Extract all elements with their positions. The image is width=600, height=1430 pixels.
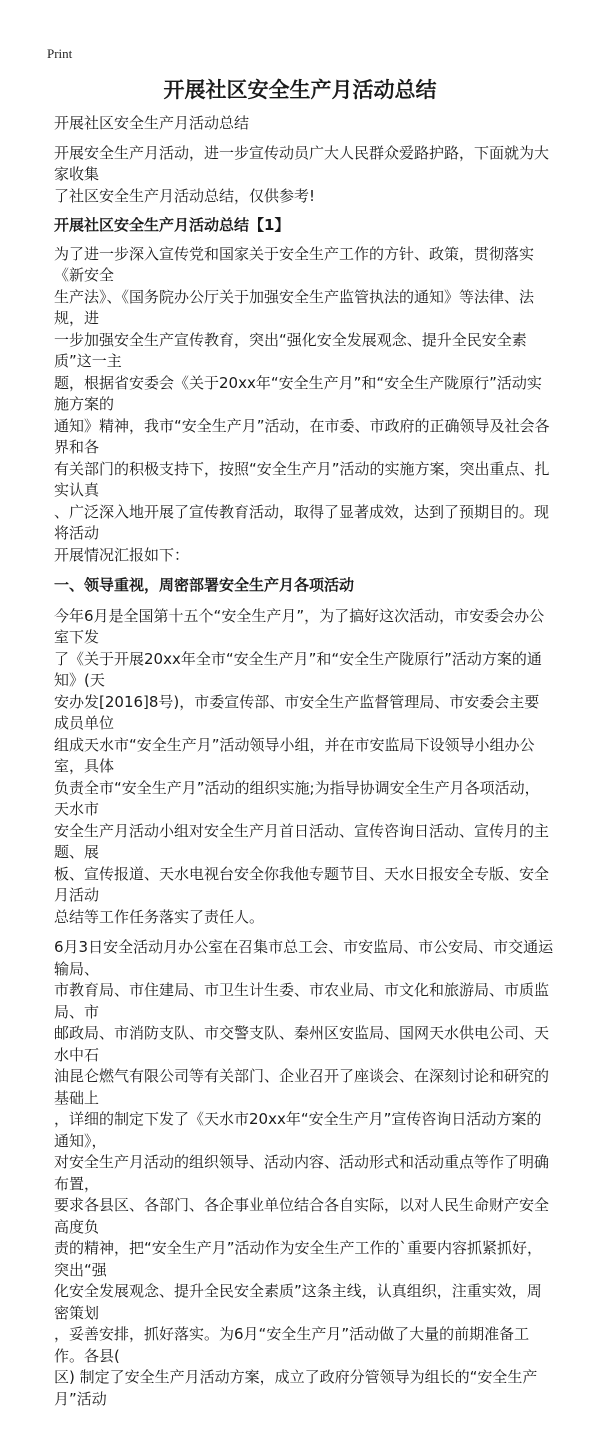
print-label: Print [47,46,73,61]
text-line: 油昆仑燃气有限公司等有关部门、企业召开了座谈会、在深刻讨论和研究的基础上 [54,1067,550,1107]
text-line: 化安全发展观念、提升全民安全素质”这条主线，认真组织，注重实效，周密策划 [54,1282,542,1322]
text-line: 生产法》、《国务院办公厅关于加强安全生产监管执法的通知》等法律、法规，进 [54,287,535,327]
text-line: ，妥善安排，抓好落实。为6月“安全生产月”活动做了大量的前期准备工作。各县( [54,1325,530,1365]
text-line: 负责全市“安全生产月”活动的组织实施;为指导协调安全生产月各项活动，天水市 [54,778,540,818]
text-line: 了社区安全生产月活动总结，仅供参考! [54,186,316,205]
intro-paragraph [54,143,554,208]
paragraph-1 [54,244,554,567]
section-heading-2 [54,575,554,597]
text-line: 今年6月是全国第十五个“安全生产月”，为了搞好这次活动，市安委会办公室下发 [54,606,545,646]
heading-text: 一、领导重视，周密部署安全生产月各项活动 [54,576,355,594]
paragraph-3 [54,937,554,1410]
text-line: 一步加强安全生产宣传教育，突出“强化安全发展观念、提升全民安全素质”这一主 [54,330,527,370]
text-line: 对安全生产月活动的组织领导、活动内容、活动形式和活动重点等作了明确布置， [54,1153,550,1193]
text-line: 安全生产月活动小组对安全生产月首日活动、宣传咨询日活动、宣传月的主题、展 [54,821,550,861]
text-line: 邮政局、市消防支队、市交警支队、秦州区安监局、国网天水供电公司、天水中石 [54,1024,550,1064]
text-line: 要求各县区、各部门、各企事业单位结合各自实际，以对人民生命财产安全高度负 [54,1196,550,1236]
text-line: 板、宣传报道、天水电视台安全你我他专题节目、天水日报安全专版、安全月活动 [54,864,550,904]
subtitle [54,113,554,135]
paragraph-2 [54,606,554,929]
text-line: 、广泛深入地开展了宣传教育活动，取得了显著成效，达到了预期目的。现将活动 [54,502,550,542]
text-line: 安办发[2016]8号)，市委宣传部、市安全生产监督管理局、市安委会主要成员单位 [54,692,540,732]
text-line: 了《关于开展20xx年全市“安全生产月”和“安全生产陇原行”活动方案的通知》(天 [54,649,542,689]
text-line: 开展情况汇报如下： [54,545,190,564]
section-heading-1 [54,215,554,237]
text-line: 通知》精神，我市“安全生产月”活动，在市委、市政府的正确领导及社会各界和各 [54,416,550,456]
document-title: 开展社区安全生产月活动总结 [163,78,437,102]
text-line: 有关部门的积极支持下，按照“安全生产月”活动的实施方案，突出重点、扎实认真 [54,459,550,499]
text-line: ，详细的制定下发了《天水市20xx年“安全生产月”宣传咨询日活动方案的通知》， [54,1110,542,1150]
text-line: 责的精神，把“安全生产月”活动作为安全生产工作的`重要内容抓紧抓好，突出“强 [54,1239,543,1279]
text-line: 组成天水市“安全生产月”活动领导小组，并在市安监局下设领导小组办公室，具体 [54,735,535,775]
text-line: 开展安全生产月活动，进一步宣传动员广大人民群众爱路护路，下面就为大家收集 [54,143,550,183]
heading-text: 开展社区安全生产月活动总结【1】 [54,216,290,234]
subtitle-text: 开展社区安全生产月活动总结 [54,114,250,132]
text-line: 市教育局、市住建局、市卫生计生委、市农业局、市文化和旅游局、市质监局、市 [54,981,550,1021]
text-line: 为了进一步深入宣传党和国家关于安全生产工作的方针、政策，贯彻落实《新安全 [54,244,535,284]
text-line: 总结等工作任务落实了责任人。 [54,907,265,926]
text-line: 6月3日安全活动月办公室在召集市总工会、市安监局、市公安局、市交通运输局、 [54,938,554,978]
text-line: 区) 制定了安全生产月活动方案，成立了政府分管领导为组长的“安全生产月”活动 [54,1368,538,1408]
text-line: 题，根据省安委会《关于20xx年“安全生产月”和“安全生产陇原行”活动实施方案的 [54,373,542,413]
